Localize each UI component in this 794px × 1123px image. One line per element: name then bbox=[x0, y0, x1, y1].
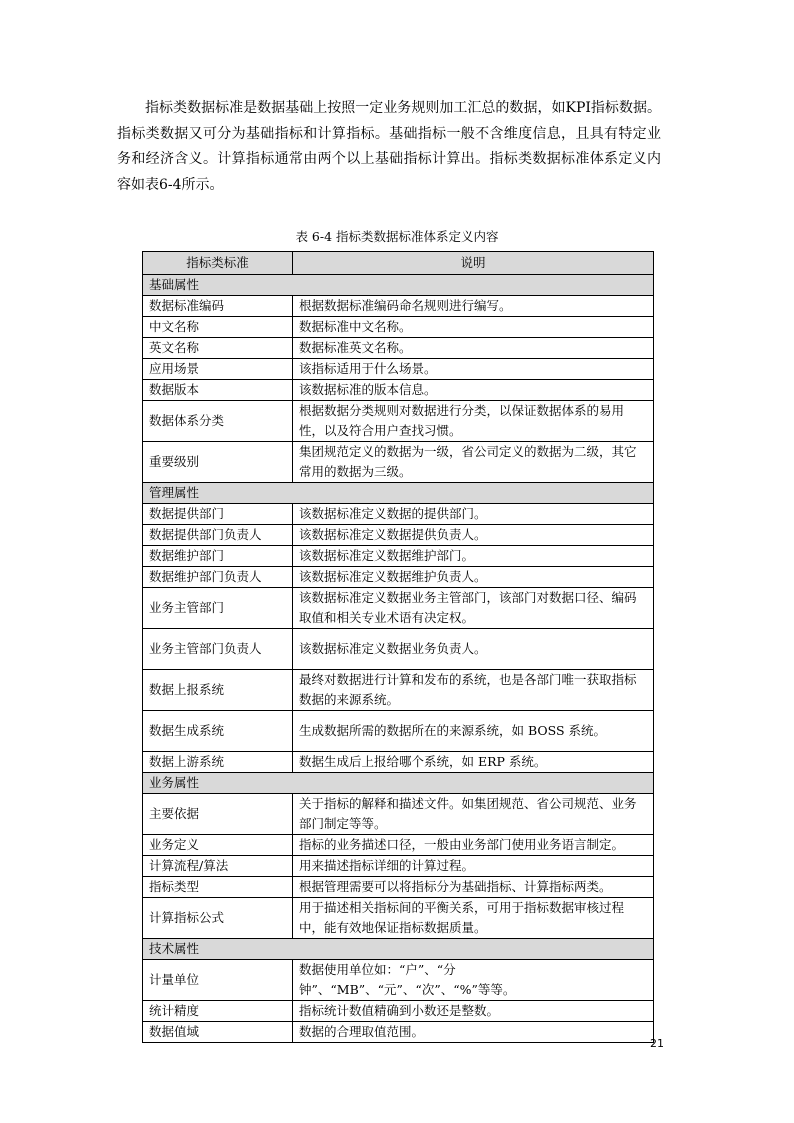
intro-paragraph bbox=[117, 96, 661, 198]
standard-name-cell: 中文名称 bbox=[143, 317, 293, 338]
table-row bbox=[143, 567, 654, 588]
description-cell: 数据的合理取值范围。 bbox=[293, 1022, 654, 1043]
section-title: 业务属性 bbox=[143, 773, 654, 794]
standard-name-cell: 数据版本 bbox=[143, 380, 293, 401]
description-cell: 根据数据标准编码命名规则进行编写。 bbox=[293, 296, 654, 317]
indicator-standard-table bbox=[142, 251, 654, 1043]
standard-name-cell: 英文名称 bbox=[143, 338, 293, 359]
standard-name-cell: 业务定义 bbox=[143, 835, 293, 856]
standard-name-cell: 数据提供部门负责人 bbox=[143, 525, 293, 546]
table-row bbox=[143, 296, 654, 317]
description-cell: 集团规范定义的数据为一级，省公司定义的数据为二级，其它常用的数据为三级。 bbox=[293, 442, 654, 483]
table-row bbox=[143, 670, 654, 711]
table-row bbox=[143, 1022, 654, 1043]
standard-name-cell: 计算流程/算法 bbox=[143, 856, 293, 877]
description-cell: 指标的业务描述口径，一般由业务部门使用业务语言制定。 bbox=[293, 835, 654, 856]
page-number: 21 bbox=[650, 1037, 664, 1050]
standard-name-cell: 计算指标公式 bbox=[143, 898, 293, 939]
table-row bbox=[143, 752, 654, 773]
table-body bbox=[143, 275, 654, 1043]
description-cell: 生成数据所需的数据所在的来源系统，如 BOSS 系统。 bbox=[293, 711, 654, 752]
standard-name-cell: 数据维护部门 bbox=[143, 546, 293, 567]
section-title: 管理属性 bbox=[143, 483, 654, 504]
section-title: 技术属性 bbox=[143, 939, 654, 960]
description-cell: 用于描述相关指标间的平衡关系，可用于指标数据审核过程中，能有效地保证指标数据质量。 bbox=[293, 898, 654, 939]
table-row bbox=[143, 856, 654, 877]
description-cell: 数据标准英文名称。 bbox=[293, 338, 654, 359]
standard-name-cell: 数据维护部门负责人 bbox=[143, 567, 293, 588]
description-cell: 该指标适用于什么场景。 bbox=[293, 359, 654, 380]
description-cell: 根据管理需要可以将指标分为基础指标、计算指标两类。 bbox=[293, 877, 654, 898]
table-row bbox=[143, 877, 654, 898]
table-row bbox=[143, 525, 654, 546]
description-cell: 该数据标准定义数据业务负责人。 bbox=[293, 629, 654, 670]
section-title: 基础属性 bbox=[143, 275, 654, 296]
table-row bbox=[143, 317, 654, 338]
standard-name-cell: 数据值域 bbox=[143, 1022, 293, 1043]
table-row bbox=[143, 338, 654, 359]
table-row bbox=[143, 359, 654, 380]
section-row bbox=[143, 483, 654, 504]
standard-name-cell: 数据体系分类 bbox=[143, 401, 293, 442]
description-cell: 最终对数据进行计算和发布的系统，也是各部门唯一获取指标数据的来源系统。 bbox=[293, 670, 654, 711]
table-header-row bbox=[143, 252, 654, 275]
table-row bbox=[143, 401, 654, 442]
column-header-standard: 指标类标准 bbox=[143, 252, 293, 275]
standard-name-cell: 应用场景 bbox=[143, 359, 293, 380]
intro-paragraph-text: 指标类数据标准是数据基础上按照一定业务规则加工汇总的数据，如KPI指标数据。指标类数据又可分为基础指标和计算指标。基础指标一般不含维度信息，且具有特定业务和经济含义。计算指标通常由两个以上基础指标计算出。指标类数据标准体系定义内容如表6-4所示。 bbox=[117, 100, 661, 193]
description-cell: 该数据标准定义数据业务主管部门，该部门对数据口径、编码取值和相关专业术语有决定权。 bbox=[293, 588, 654, 629]
description-cell: 该数据标准定义数据提供负责人。 bbox=[293, 525, 654, 546]
description-cell: 数据使用单位如：“户”、“分钟”、“MB”、“元”、“次”、“%”等等。 bbox=[293, 960, 654, 1001]
standard-name-cell: 数据上游系统 bbox=[143, 752, 293, 773]
column-header-description: 说明 bbox=[293, 252, 654, 275]
standard-name-cell: 统计精度 bbox=[143, 1001, 293, 1022]
standard-name-cell: 数据提供部门 bbox=[143, 504, 293, 525]
table-row bbox=[143, 380, 654, 401]
section-row bbox=[143, 275, 654, 296]
standard-name-cell: 指标类型 bbox=[143, 877, 293, 898]
table-row bbox=[143, 794, 654, 835]
section-row bbox=[143, 773, 654, 794]
table-row bbox=[143, 711, 654, 752]
standard-name-cell: 数据上报系统 bbox=[143, 670, 293, 711]
table-row bbox=[143, 1001, 654, 1022]
table-row bbox=[143, 835, 654, 856]
standard-name-cell: 数据生成系统 bbox=[143, 711, 293, 752]
description-cell: 该数据标准的版本信息。 bbox=[293, 380, 654, 401]
table-row bbox=[143, 960, 654, 1001]
standard-name-cell: 数据标准编码 bbox=[143, 296, 293, 317]
standard-name-cell: 业务主管部门 bbox=[143, 588, 293, 629]
description-cell: 该数据标准定义数据的提供部门。 bbox=[293, 504, 654, 525]
description-cell: 数据生成后上报给哪个系统，如 ERP 系统。 bbox=[293, 752, 654, 773]
description-cell: 该数据标准定义数据维护负责人。 bbox=[293, 567, 654, 588]
standard-name-cell: 重要级别 bbox=[143, 442, 293, 483]
description-cell: 数据标准中文名称。 bbox=[293, 317, 654, 338]
table-row bbox=[143, 629, 654, 670]
section-row bbox=[143, 939, 654, 960]
standard-name-cell: 主要依据 bbox=[143, 794, 293, 835]
standard-name-cell: 业务主管部门负责人 bbox=[143, 629, 293, 670]
table-row bbox=[143, 504, 654, 525]
table-row bbox=[143, 442, 654, 483]
description-cell: 该数据标准定义数据维护部门。 bbox=[293, 546, 654, 567]
table-row bbox=[143, 546, 654, 567]
description-cell: 用来描述指标详细的计算过程。 bbox=[293, 856, 654, 877]
table-caption: 表 6-4 指标类数据标准体系定义内容 bbox=[295, 229, 499, 244]
table-row bbox=[143, 898, 654, 939]
description-cell: 指标统计数值精确到小数还是整数。 bbox=[293, 1001, 654, 1022]
description-cell: 关于指标的解释和描述文件。如集团规范、省公司规范、业务部门制定等等。 bbox=[293, 794, 654, 835]
table-row bbox=[143, 588, 654, 629]
standard-name-cell: 计量单位 bbox=[143, 960, 293, 1001]
description-cell: 根据数据分类规则对数据进行分类，以保证数据体系的易用性，以及符合用户查找习惯。 bbox=[293, 401, 654, 442]
